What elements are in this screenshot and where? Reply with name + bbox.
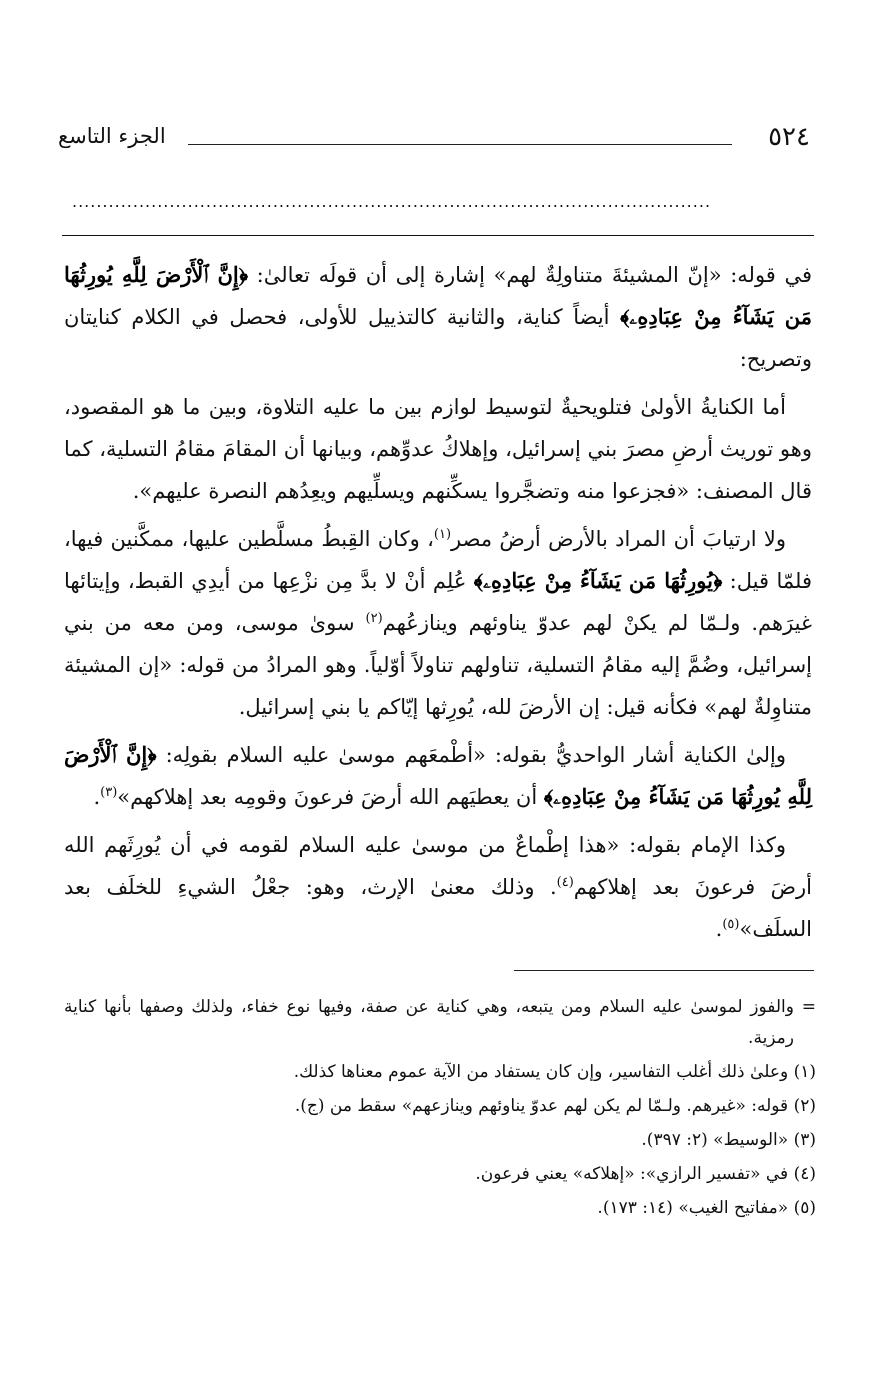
footnote-ref-5[interactable]: (٥) (722, 917, 740, 932)
paragraph-5: وكذا الإمام بقوله: «هذا إطْماعٌ من موسىٰ عليه السلام لقومه في أن يُورِثَهم الله أرضَ فرعونَ بعد إهلاكهم$^{(٤)}$. وذلك معنىٰ الإرث، وهو: جعْلُ الشيءِ للخلَف بعد السلَف»$^{(٥)}$. (64, 833, 812, 941)
footnote-5: (٥) «مفاتيح الغيب» (١٤: ١٧٣). (597, 1198, 816, 1218)
footnote-1: (١) وعلىٰ ذلك أغلب التفاسير، وإن كان يستفاد من الآية عموم معناها كذلك. (293, 1062, 816, 1082)
footnote-3: (٣) «الوسيط» (٢: ٣٩٧). (641, 1130, 816, 1150)
footnote-2: (٢) قوله: «غيرهم. ولـمّا لم يكن لهم عدوّ يناوئهم وينازعهم» سقط من (ج). (294, 1096, 816, 1116)
footnote-continuation: = والفوز لموسىٰ عليه السلام ومن يتبعه، وهي كناية عن صفة، وفيها نوع خفاء، ولذلك وصفها بأنها كناية رمزية. (64, 992, 816, 1054)
top-rule (62, 235, 814, 236)
continuation-marker: = (801, 997, 816, 1017)
footnotes (64, 992, 816, 1227)
footnote-ref-2[interactable]: (٢) (365, 611, 383, 626)
footnote-ref-3[interactable]: (٣) (100, 785, 118, 800)
header-rule (188, 144, 732, 145)
paragraph-1: في قوله: «إنّ المشيئةَ متناولِةٌ لهم» إشارة إلى أن قولَه تعالىٰ: ﴿إِنَّ ٱلْأَرْضَ لِلَّهِ يُورِثُهَا مَن يَشَآءُ مِنْ عِبَادِهِۦ﴾ أيضاً كناية، والثانية كالتذييل للأولى، فحصل في الكلام كنايتان وتصريح: (64, 262, 813, 371)
footnote-ref-1[interactable]: (١) (433, 527, 452, 542)
paragraph-3: ولا ارتيابَ أن المراد بالأرض أرضُ مصر$^{(١)}$، وكان القِبطُ مسلَّطين عليها، ممكَّنين فيها، فلمّا قيل: ﴿يُورِثُهَا مَن يَشَآءُ مِنْ عِبَادِهِۦ﴾ عُلِم أنْ لا بدَّ مِن نزْعِها من أيدِي القبط، وإيتائها غيرَهم. ولـمّا لم يكنْ لهم عدوّ يناوئهم وينازعُهم$^{(٢)}$ سوىٰ موسى، ومن معه من بني إسرائيل، وضُمَّ إليه مقامُ التسلية، تناولهم تناولاً أوّلياً. وهو المرادُ من قوله: «إن المشيئة متناوِلةٌ لهم» فكأنه قيل: إن الأرضَ لله، يُورِثها إيّاكم يا بني إسرائيل. (64, 527, 812, 719)
running-header (58, 122, 810, 162)
quran-verse: ﴿إِنَّ ٱلْأَرْضَ لِلَّهِ يُورِثُهَا مَن يَشَآءُ مِنْ عِبَادِهِۦ﴾ (64, 742, 812, 809)
page-number: ٥٢٤ (768, 122, 810, 152)
paragraph-2: أما الكنايةُ الأولىٰ فتلويحيةٌ لتوسيط لوازم بين ما عليه التلاوة، وبين ما هو المقصود، وهو توريث أرضِ مصرَ بني إسرائيل، وإهلاكُ عدوِّهم، وبيانها أن المقامَ مقامُ التسلية، كما قال المصنف: «فجزعوا منه وتضجَّروا يسكِّنهم ويسلِّيهم ويعِدُهم النصرة عليهم». (64, 395, 812, 503)
footnote-4: (٤) في «تفسير الرازي»: «إهلاكه» يعني فرعون. (475, 1164, 816, 1184)
main-text (64, 254, 812, 956)
footnote-ref-4[interactable]: (٤) (556, 875, 574, 890)
paragraph-4: وإلىٰ الكناية أشار الواحديُّ بقوله: «أطْمعَهم موسىٰ عليه السلام بقولِه: ﴿إِنَّ ٱلْأَرْضَ لِلَّهِ يُورِثُهَا مَن يَشَآءُ مِنْ عِبَادِهِۦ﴾ أن يعطيَهم الله أرضَ فرعونَ وقومِه بعد إهلاكهم»$^{(٣)}$. (64, 742, 812, 809)
part-title: الجزء التاسع (58, 124, 166, 148)
quran-verse: ﴿يُورِثُهَا مَن يَشَآءُ مِنْ عِبَادِهِۦ﴾ (473, 568, 723, 593)
dotted-separator: ......................................................................................................... (72, 192, 712, 211)
quran-verse: ﴿إِنَّ ٱلْأَرْضَ لِلَّهِ يُورِثُهَا مَن يَشَآءُ مِنْ عِبَادِهِۦ﴾ (64, 262, 813, 329)
footnote-rule (514, 970, 814, 971)
